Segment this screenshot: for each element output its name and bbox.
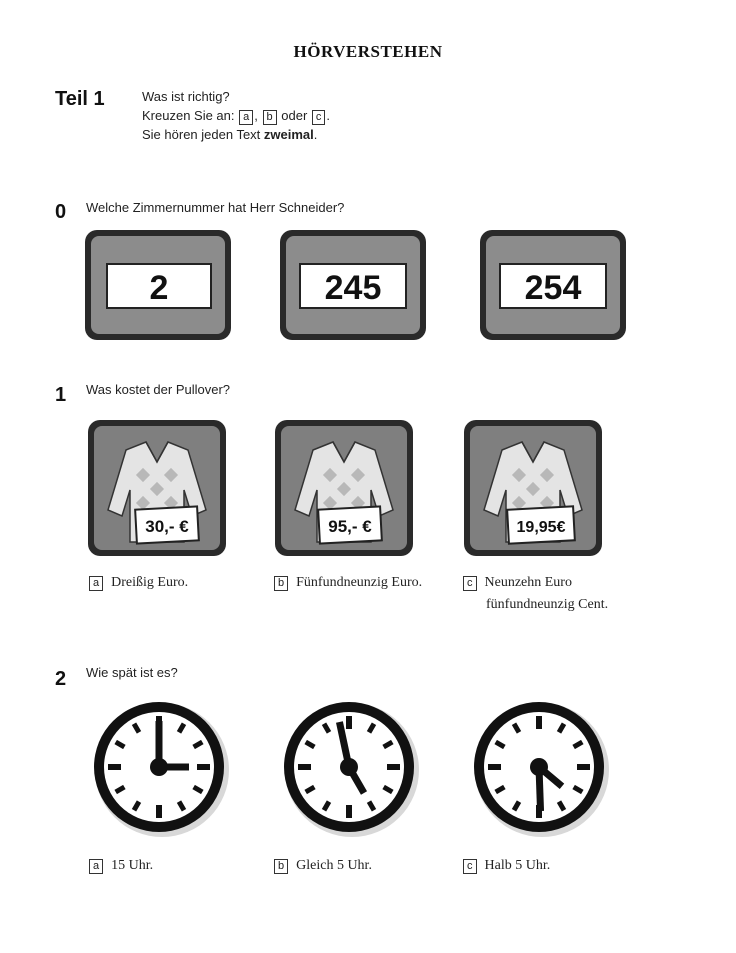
clock-pictures	[84, 700, 624, 840]
room-number-a: 2	[149, 269, 169, 307]
question-2-text: Wie spät ist es?	[86, 665, 178, 680]
q2-answer-a[interactable]	[88, 855, 153, 877]
q2-answer-b-text: Gleich 5 Uhr.	[296, 858, 372, 873]
instruction-line-3	[142, 125, 330, 144]
pullover-pictures	[84, 418, 624, 558]
instruction-emphasis: zweimal	[263, 127, 314, 142]
pullover-option-c	[464, 420, 602, 556]
question-0-number: 0	[55, 201, 67, 223]
option-box-b: b	[263, 110, 277, 125]
instruction-line-1: Was ist richtig?	[142, 89, 230, 104]
instruction-line-2-prefix: Kreuzen Sie an:	[142, 108, 235, 123]
q2-answer-c[interactable]	[462, 855, 550, 877]
room-number-b: 245	[324, 269, 382, 307]
instruction-line-3-prefix: Sie hören jeden Text	[142, 127, 261, 142]
room-sign-option-a	[85, 230, 231, 340]
instructions	[142, 87, 330, 144]
q1-answer-a-text: Dreißig Euro.	[111, 575, 189, 590]
clock-option-a	[94, 702, 229, 837]
pullover-option-a	[88, 420, 226, 556]
room-sign-option-b	[280, 230, 426, 340]
question-1-number: 1	[55, 384, 67, 406]
period: .	[326, 108, 331, 123]
answer-checkbox-c[interactable]: c	[463, 576, 477, 591]
clock-option-b	[284, 702, 419, 837]
instruction-line-3-end: .	[313, 127, 318, 142]
room-number-signs	[80, 226, 640, 346]
answer-checkbox-a[interactable]: a	[89, 859, 103, 874]
separator: ,	[254, 108, 258, 123]
answer-checkbox-c[interactable]: c	[463, 859, 477, 874]
instruction-line-2	[142, 106, 330, 125]
section-label: Teil 1	[55, 88, 105, 110]
option-box-c: c	[312, 110, 326, 125]
q1-answer-c[interactable]	[462, 572, 608, 616]
question-2-number: 2	[55, 668, 67, 690]
q2-answer-b[interactable]	[273, 855, 372, 877]
price-tag-b: 95,- €	[328, 517, 372, 536]
answer-checkbox-b[interactable]: b	[274, 859, 288, 874]
room-sign-option-c	[480, 230, 626, 340]
or-word: oder	[281, 108, 308, 123]
q2-answer-a-text: 15 Uhr.	[111, 858, 154, 873]
answer-checkbox-b[interactable]: b	[274, 576, 288, 591]
q1-answer-c-text: Neunzehn Euro	[484, 575, 572, 590]
page-title: HÖRVERSTEHEN	[293, 42, 443, 61]
q1-answer-a[interactable]	[88, 572, 188, 594]
price-tag-a: 30,- €	[145, 517, 189, 536]
room-number-c: 254	[524, 269, 582, 307]
clock-option-c	[474, 702, 609, 837]
q2-answer-c-text: Halb 5 Uhr.	[484, 858, 551, 873]
pullover-option-b	[275, 420, 413, 556]
question-1-text: Was kostet der Pullover?	[86, 382, 231, 397]
q1-answer-b[interactable]	[273, 572, 422, 594]
question-0-text: Welche Zimmernummer hat Herr Schneider?	[86, 200, 345, 215]
price-tag-c: 19,95€	[516, 519, 566, 536]
q1-answer-b-text: Fünfundneunzig Euro.	[296, 575, 423, 590]
q1-answer-c-text-2: fünfundneunzig Cent.	[486, 597, 609, 612]
answer-checkbox-a[interactable]: a	[89, 576, 103, 591]
option-box-a: a	[239, 110, 253, 125]
